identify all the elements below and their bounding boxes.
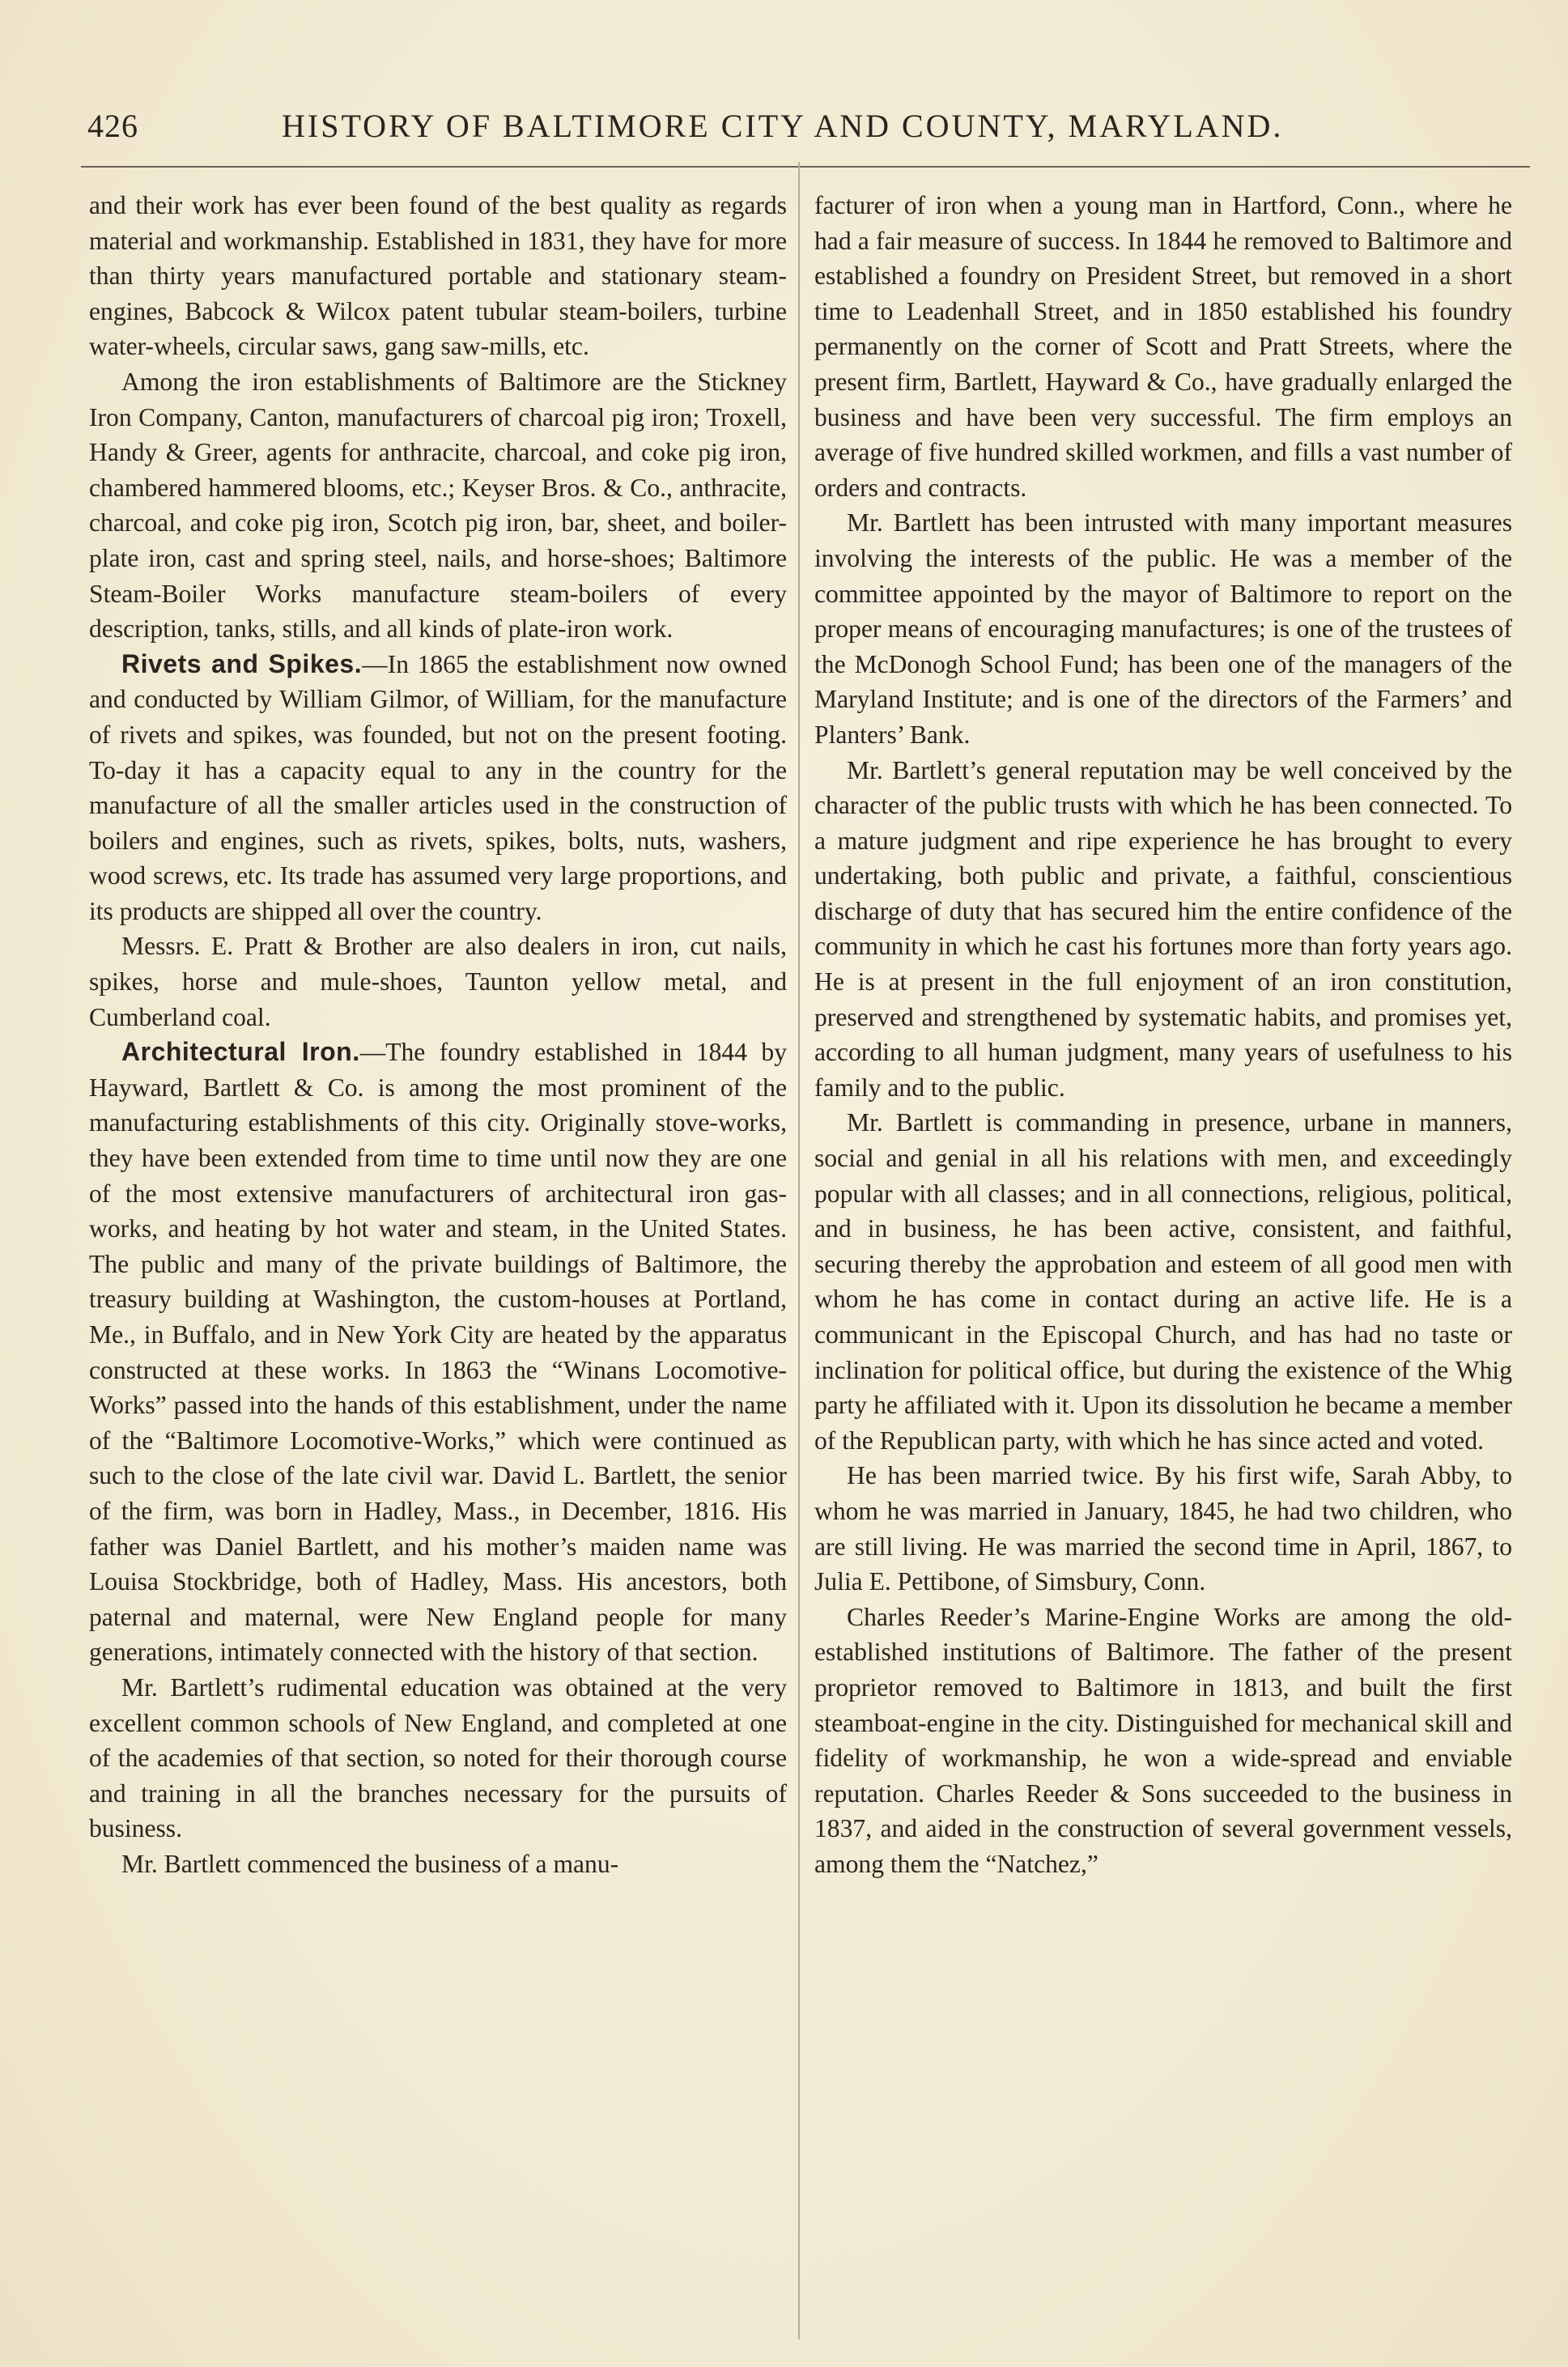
paragraph: He has been married twice. By his first wife, Sarah Abby, to whom he was married in January, 1845, he had two children, who are still living. He was married the second time in April, 1867, to Julia E. Pettibone, of Simsbury, Conn.: [814, 1461, 1512, 1596]
page-header: [87, 107, 1480, 155]
paragraph: Mr. Bartlett has been intrusted with many important measures involving the interests of the public. He was a member of the committee appointed by the mayor of Baltimore to report on the proper means of encouraging manufactures; is one of the trustees of the McDonogh School Fund; has been one of the managers of the Maryland Institute; and is one of the directors of the Farmers’ and Planters’ Bank.: [814, 508, 1512, 749]
paragraph: Charles Reeder’s Marine-Engine Works are among the old-established institutions of Baltimore. The father of the present proprietor removed to Baltimore in 1813, and built the first steamboat-engine in the city. Distinguished for mechanical skill and fidelity of workmanship, he won a wide-spread and enviable reputation. Charles Reeder & Sons succeeded to the business in 1837, and aided in the construction of several government vessels, among them the “Natchez,”: [814, 1602, 1512, 1878]
running-title: HISTORY OF BALTIMORE CITY AND COUNTY, MARYLAND.: [282, 108, 1284, 144]
section-heading-architectural-iron: Architectural Iron.: [121, 1037, 360, 1067]
section-heading-rivets-and-spikes: Rivets and Spikes.: [121, 648, 363, 678]
paragraph: Mr. Bartlett commenced the business of a manu-: [121, 1849, 619, 1878]
paragraph-body: —In 1865 the establishment now owned and conducted by William Gilmor, of William, for the manufacture of rivets and spikes, was founded, but not on the present footing. To-day it has a capacity equal to any in the country for the manufacture of all the smaller articles used in the construction of boilers and engines, such as rivets, spikes, bolts, nuts, washers, wood screws, etc. Its trade has assumed very large proportions, and its products are shipped all over the country.: [89, 649, 787, 925]
paragraph: Among the iron establishments of Baltimore are the Stickney Iron Company, Canton, manufacturers of charcoal pig iron; Troxell, Handy & Greer, agents for anthracite, charcoal, and coke pig iron, chambered hammered blooms, etc.; Keyser Bros. & Co., anthracite, charcoal, and coke pig iron, Scotch pig iron, bar, sheet, and boiler-plate iron, cast and spring steel, nails, and horse-shoes; Baltimore Steam-Boiler Works manufacture steam-boilers of every description, tanks, stills, and all kinds of plate-iron work.: [89, 367, 787, 644]
paragraph: [89, 1035, 787, 1670]
paragraph: Mr. Bartlett is commanding in presence, urbane in manners, social and genial in all his relations with men, and exceedingly popular with all classes; and in all connections, religious, political, and in business, he has been active, consistent, and faithful, securing thereby the approbation and esteem of all good men with whom he has come in contact during an active life. He is a communicant in the Episcopal Church, and has had no taste or inclination for political office, but during the existence of the Whig party he affiliated with it. Upon its dissolution he became a member of the Republican party, with which he has since acted and voted.: [814, 1108, 1512, 1455]
paragraph: [89, 647, 787, 929]
paragraph: Mr. Bartlett’s rudimental education was obtained at the very excellent common schools of New England, and completed at one of the academies of that section, so noted for their thorough course and training in all the branches necessary for the pursuits of business.: [89, 1672, 787, 1843]
paragraph: facturer of iron when a young man in Hartford, Conn., where he had a fair measure of success. In 1844 he removed to Baltimore and established a foundry on President Street, but removed in a short time to Leadenhall Street, and in 1850 established his foundry permanently on the corner of Scott and Pratt Streets, where the present firm, Bartlett, Hayward & Co., have gradually enlarged the business and have been very successful. The firm employs an average of five hundred skilled workmen, and fills a vast number of orders and contracts.: [814, 191, 1512, 502]
left-column: [89, 188, 787, 1882]
paragraph: Mr. Bartlett’s general reputation may be well conceived by the character of the public trusts with which he has been connected. To a mature judgment and ripe experience he has brought to every undertaking, both public and private, a faithful, conscientious discharge of duty that has secured him the entire confidence of the community in which he cast his fortunes more than forty years ago. He is at present in the full enjoyment of an iron constitution, preserved and strengthened by systematic habits, and promises yet, according to all human judgment, many years of usefulness to his family and to the public.: [814, 755, 1512, 1102]
paragraph: and their work has ever been found of the best quality as regards material and workmanship. Established in 1831, they have for more than thirty years manufactured portable and stationary steam-engines, Babcock & Wilcox patent tubular steam-boilers, turbine water-wheels, circular saws, gang saw-mills, etc.: [89, 191, 787, 361]
right-column: [814, 188, 1512, 1882]
page-number: 426: [87, 108, 138, 144]
paragraph-body: —The foundry established in 1844 by Hayward, Bartlett & Co. is among the most prominent of the manufacturing establishments of this city. Originally stove-works, they have been extended from time to time until now they are one of the most extensive manufacturers of architectural iron gas-works, and heating by hot water and steam, in the United States. The public and many of the private buildings of Baltimore, the treasury building at Washington, the custom-houses at Portland, Me., in Buffalo, and in New York City are heated by the apparatus constructed at these works. In 1863 the “Winans Locomotive-Works” passed into the hands of this establishment, under the name of the “Baltimore Locomotive-Works,” which were continued as such to the close of the late civil war. David L. Bartlett, the senior of the firm, was born in Hadley, Mass., in December, 1816. His father was Daniel Bartlett, and his mother’s maiden name was Louisa Stockbridge, both of Hadley, Mass. His ancestors, both paternal and maternal, were New England people for many generations, intimately connected with the history of that section.: [89, 1038, 787, 1667]
paragraph: Messrs. E. Pratt & Brother are also dealers in iron, cut nails, spikes, horse and mule-shoes, Taunton yellow metal, and Cumberland coal.: [89, 932, 787, 1031]
column-divider: [798, 162, 800, 2339]
header-rule: [81, 166, 1530, 168]
